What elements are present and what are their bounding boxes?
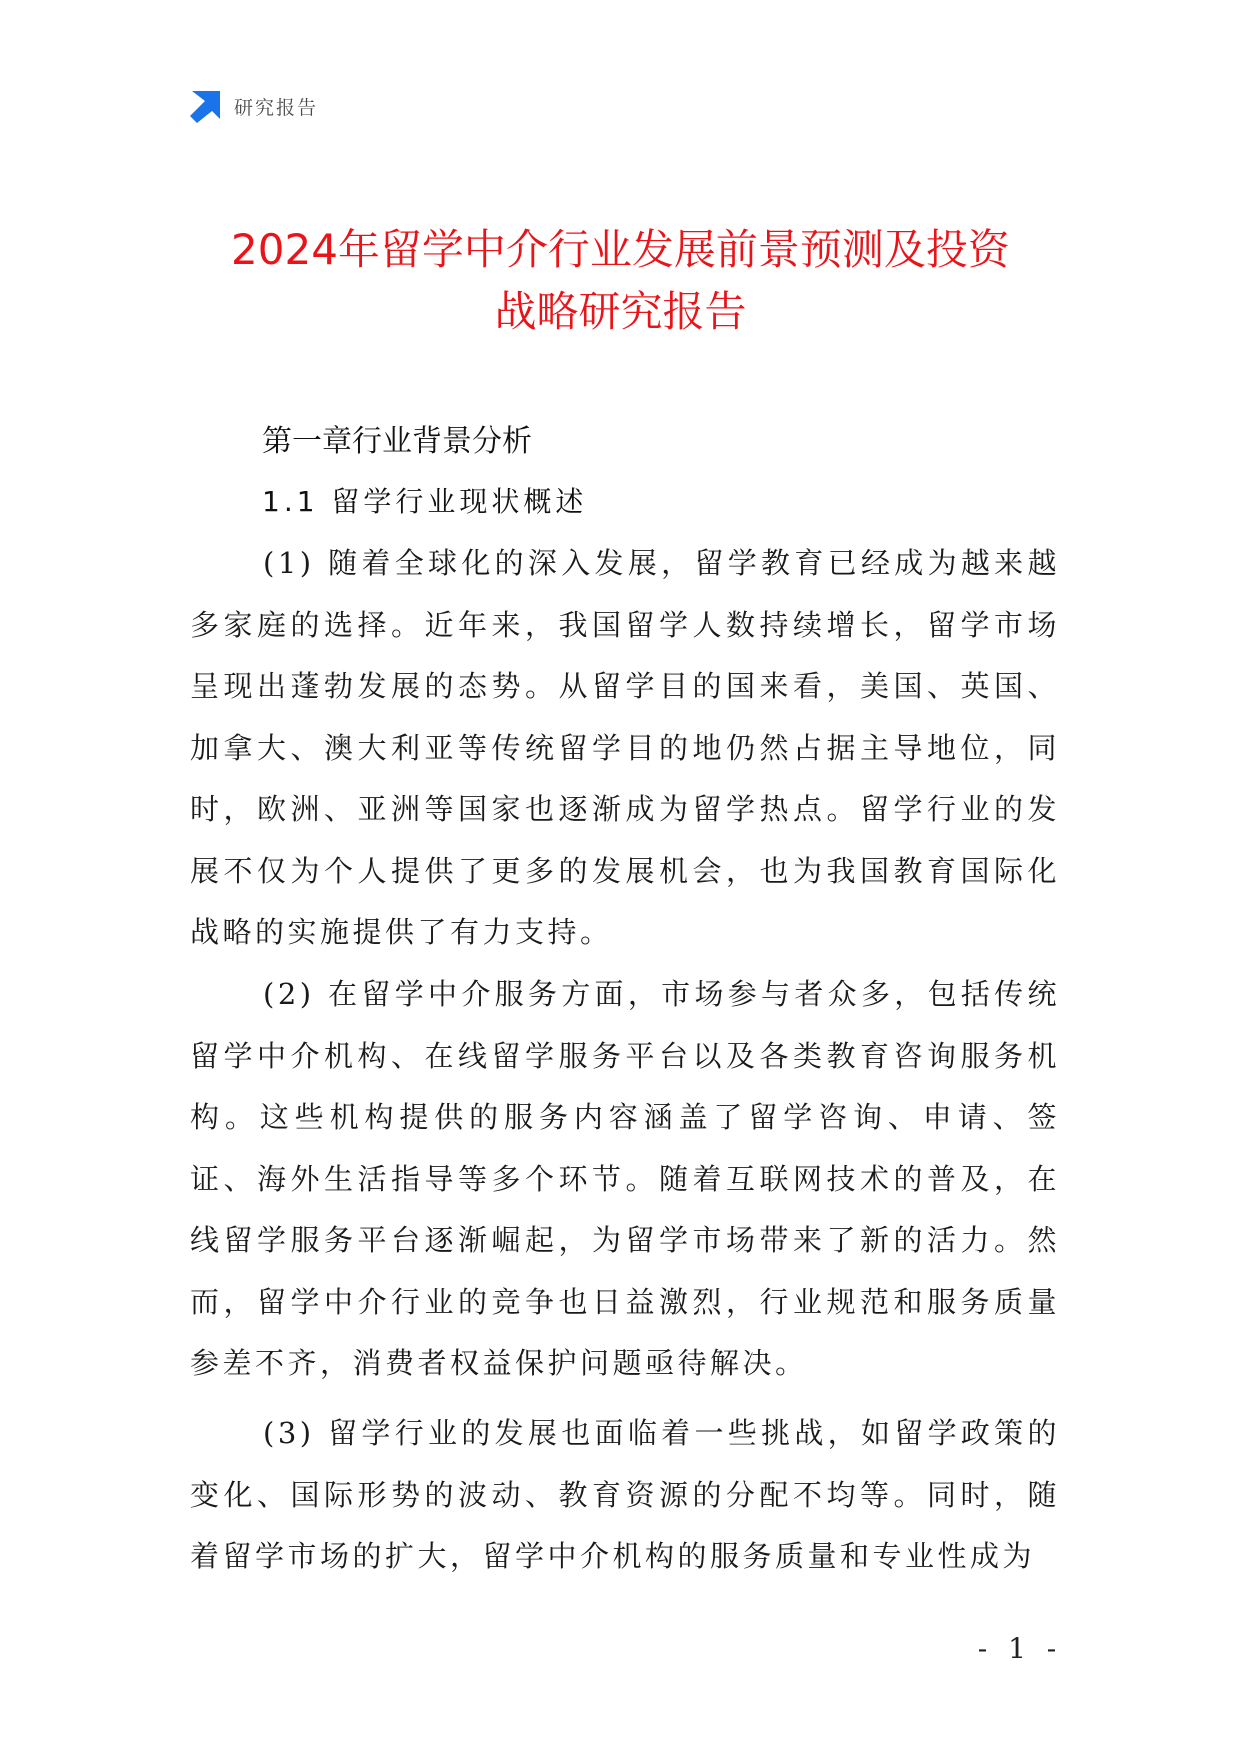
page-number: - 1 - xyxy=(977,1632,1063,1665)
document-title-line-2: 战略研究报告 xyxy=(494,287,747,336)
arrow-up-right-icon xyxy=(188,89,222,123)
body-paragraph-3: (3) 留学行业的发展也面临着一些挑战，如留学政策的变化、国际形势的波动、教育资源的分配不均等。同时，随着留学市场的扩大，留学中介机构的服务质量和专业性成为 xyxy=(190,1416,1060,1573)
body-paragraph-1: (1) 随着全球化的深入发展，留学教育已经成为越来越多家庭的选择。近年来，我国留学人数持续增长，留学市场呈现出蓬勃发展的态势。从留学目的国来看，美国、英国、加拿大、澳大利亚等传统留学目的地仍然占据主导地位，同时，欧洲、亚洲等国家也逐渐成为留学热点。留学行业的发展不仅为个人提供了更多的发展机会，也为我国教育国际化战略的实施提供了有力支持。 xyxy=(190,546,1060,949)
chapter-heading: 第一章行业背景分析 xyxy=(262,424,532,459)
section-heading: 1.1 留学行业现状概述 xyxy=(262,485,588,518)
document-title-line-1: 2024年留学中介行业发展前景预测及投资 xyxy=(231,225,1010,274)
report-header xyxy=(188,88,318,124)
body-paragraph-2: (2) 在留学中介服务方面，市场参与者众多，包括传统留学中介机构、在线留学服务平台以及各类教育咨询服务机构。这些机构提供的服务内容涵盖了留学咨询、申请、签证、海外生活指导等多个环节。随着互联网技术的普及，在线留学服务平台逐渐崛起，为留学市场带来了新的活力。然而，留学中介行业的竞争也日益激烈，行业规范和服务质量参差不齐，消费者权益保护问题亟待解决。 xyxy=(190,977,1060,1380)
header-label: 研究报告 xyxy=(234,96,319,119)
